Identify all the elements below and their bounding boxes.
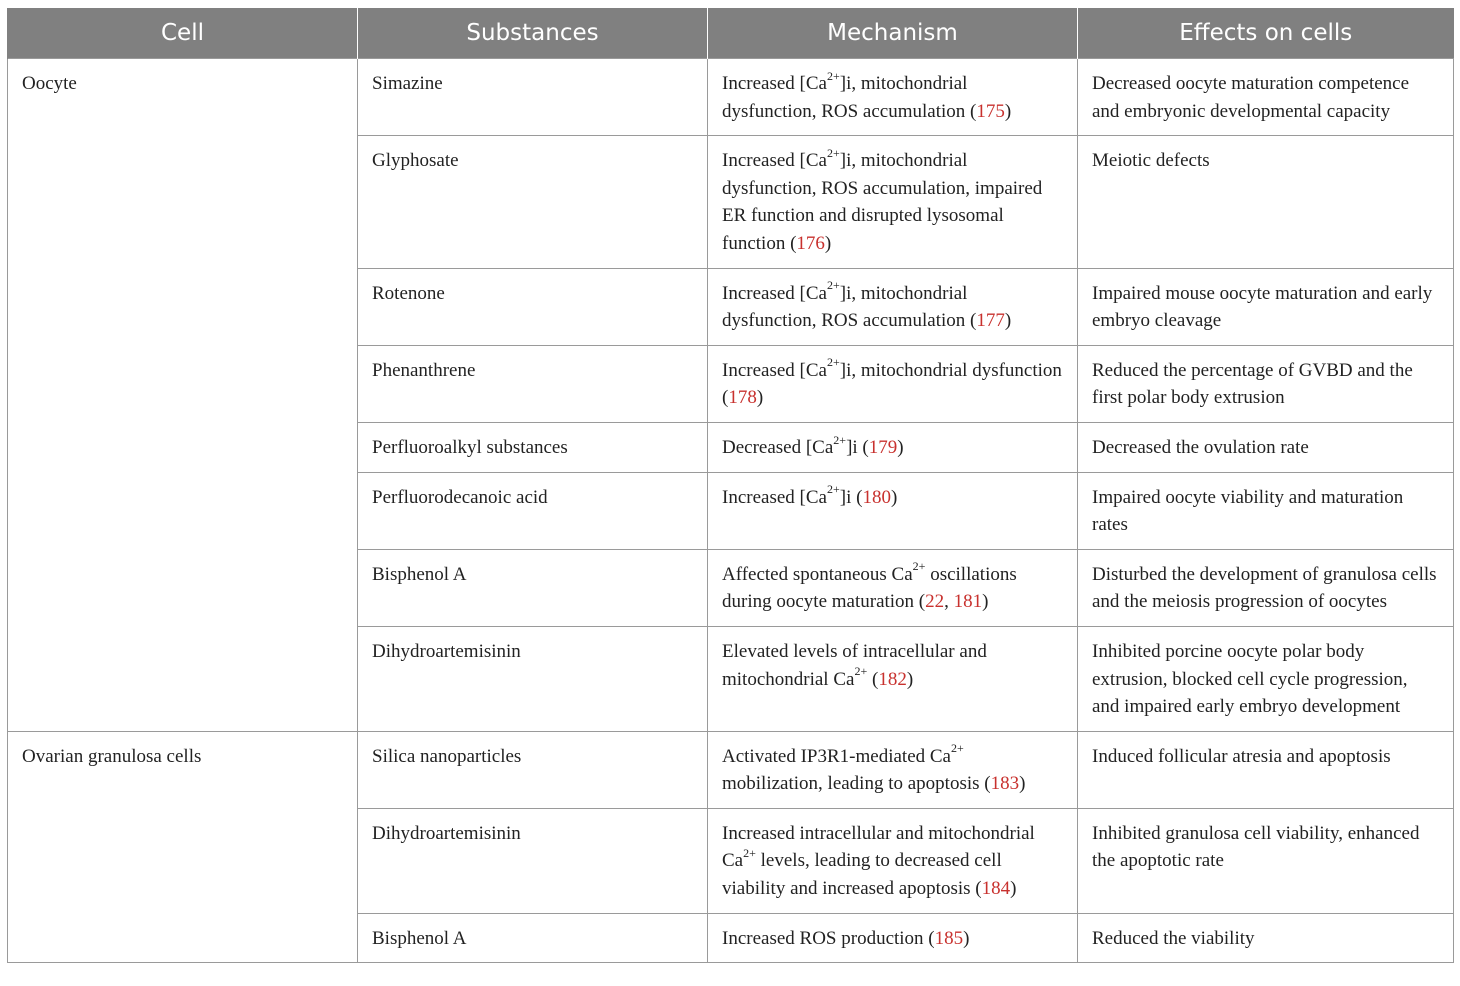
- reference-link[interactable]: 178: [728, 387, 757, 409]
- substance-cell: Phenanthrene: [358, 345, 708, 422]
- table-row: [8, 731, 1454, 808]
- substance-cell: Dihydroartemisinin: [358, 808, 708, 913]
- mechanism-cell: Increased $[Ca^{2+}]i$, mitochondrial dysfunction (178): [708, 345, 1078, 422]
- header-effects: Effects on cells: [1078, 8, 1454, 59]
- substance-cell: Rotenone: [358, 268, 708, 345]
- substance-cell: Perfluoroalkyl substances: [358, 422, 708, 472]
- mechanism-cell: Affected spontaneous $Ca^{2+}$ oscillations during oocyte maturation (22, 181): [708, 549, 1078, 626]
- mechanism-cell: Increased intracellular and mitochondrial $Ca^{2+}$ levels, leading to decreased cell viability and increased apoptosis (184): [708, 808, 1078, 913]
- effect-cell: Disturbed the development of granulosa cells and the meiosis progression of oocytes: [1078, 549, 1454, 626]
- substance-cell: Bisphenol A: [358, 549, 708, 626]
- header-cell: Cell: [8, 8, 358, 59]
- mechanism-cell: Increased $[Ca^{2+}]i$, mitochondrial dysfunction, ROS accumulation (177): [708, 268, 1078, 345]
- header-mechanism: Mechanism: [708, 8, 1078, 59]
- substance-cell: Dihydroartemisinin: [358, 626, 708, 731]
- substance-cell: Glyphosate: [358, 136, 708, 268]
- mechanism-cell: Increased $[Ca^{2+}]i$, mitochondrial dysfunction, ROS accumulation, impaired ER function and disrupted lysosomal function (176): [708, 136, 1078, 268]
- header-row: [8, 8, 1454, 59]
- reference-link[interactable]: 180: [862, 486, 891, 508]
- effect-cell: Impaired oocyte viability and maturation rates: [1078, 472, 1454, 549]
- substance-cell: Simazine: [358, 59, 708, 136]
- substance-cell: Silica nanoparticles: [358, 731, 708, 808]
- cell-group-label: Ovarian granulosa cells: [8, 731, 358, 963]
- effect-cell: Reduced the percentage of GVBD and the first polar body extrusion: [1078, 345, 1454, 422]
- reference-link[interactable]: 184: [981, 878, 1011, 900]
- effect-cell: Meiotic defects: [1078, 136, 1454, 268]
- mechanism-cell: Increased $[Ca^{2+}]i$ (180): [708, 472, 1078, 549]
- reference-link[interactable]: 175: [976, 100, 1005, 122]
- mechanism-cell: Elevated levels of intracellular and mitochondrial $Ca^{2+}$ (182): [708, 626, 1078, 731]
- reference-link[interactable]: 177: [976, 310, 1005, 332]
- effect-cell: Impaired mouse oocyte maturation and early embryo cleavage: [1078, 268, 1454, 345]
- effect-cell: Decreased oocyte maturation competence and embryonic developmental capacity: [1078, 59, 1454, 136]
- data-table: [7, 8, 1454, 963]
- mechanism-cell: Increased ROS production (185): [708, 913, 1078, 963]
- effect-cell: Reduced the viability: [1078, 913, 1454, 963]
- mechanism-cell: Decreased $[Ca^{2+}]i$ (179): [708, 422, 1078, 472]
- effect-cell: Decreased the ovulation rate: [1078, 422, 1454, 472]
- reference-link[interactable]: 176: [796, 232, 825, 254]
- cell-group-label: Oocyte: [8, 59, 358, 732]
- reference-link[interactable]: 185: [934, 927, 964, 949]
- substance-cell: Bisphenol A: [358, 913, 708, 963]
- reference-link[interactable]: 181: [953, 591, 983, 613]
- effect-cell: Induced follicular atresia and apoptosis: [1078, 731, 1454, 808]
- reference-link[interactable]: 22: [925, 591, 945, 613]
- mechanism-cell: Increased $[Ca^{2+}]i$, mitochondrial dysfunction, ROS accumulation (175): [708, 59, 1078, 136]
- substance-cell: Perfluorodecanoic acid: [358, 472, 708, 549]
- header-substances: Substances: [358, 8, 708, 59]
- effect-cell: Inhibited porcine oocyte polar body extrusion, blocked cell cycle progression, and impaired early embryo development: [1078, 626, 1454, 731]
- reference-link[interactable]: 179: [868, 436, 898, 458]
- reference-link[interactable]: 182: [878, 668, 907, 690]
- mechanism-cell: Activated IP3R1-mediated $Ca^{2+}$ mobilization, leading to apoptosis (183): [708, 731, 1078, 808]
- table-row: [8, 59, 1454, 136]
- effect-cell: Inhibited granulosa cell viability, enhanced the apoptotic rate: [1078, 808, 1454, 913]
- reference-link[interactable]: 183: [990, 773, 1020, 795]
